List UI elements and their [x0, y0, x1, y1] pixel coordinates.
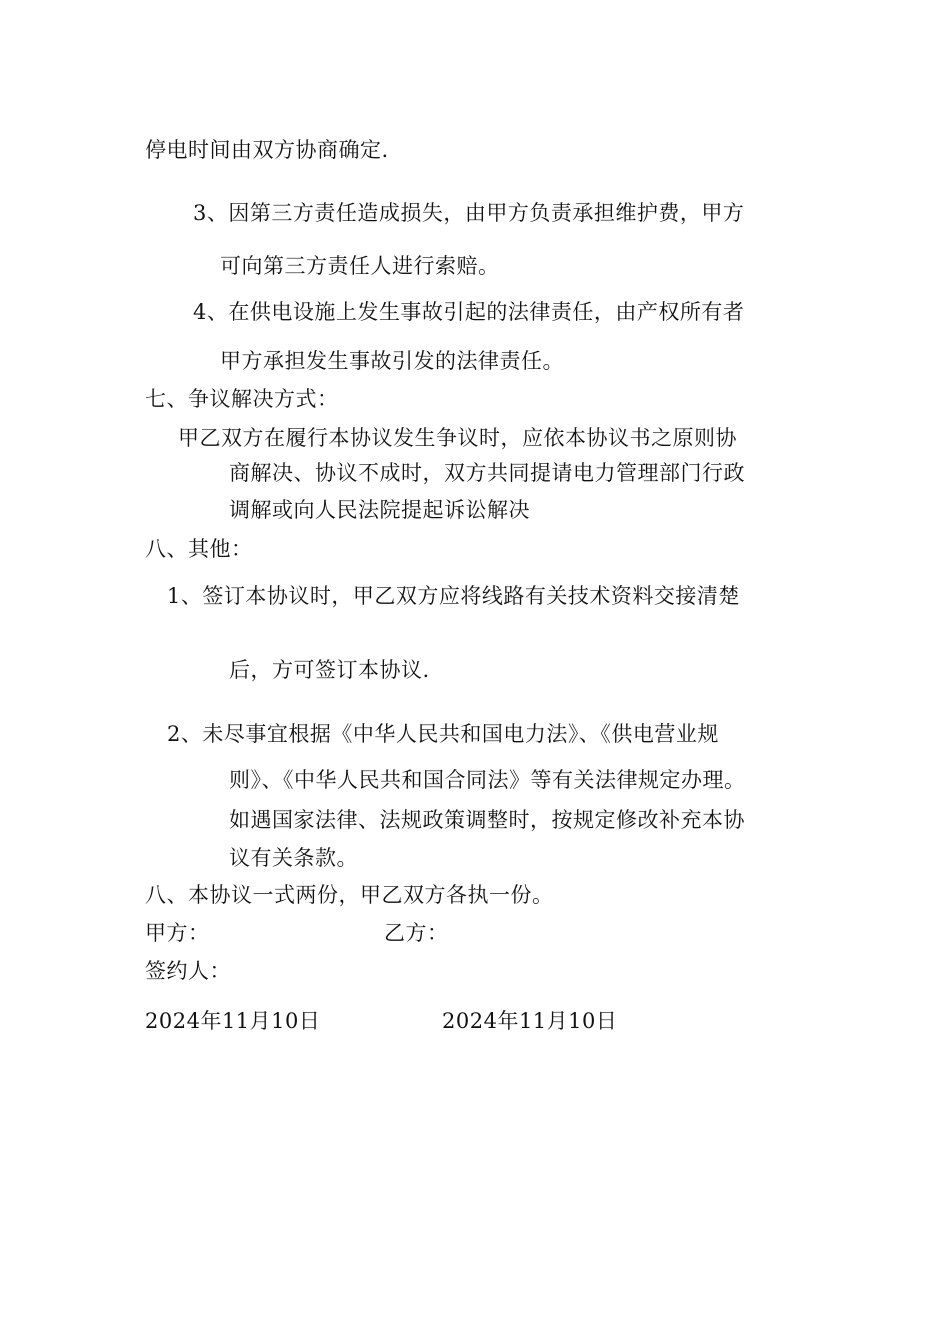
section-heading: 八、其他：	[145, 537, 253, 561]
clause-line: 甲方承担发生事故引发的法律责任。	[220, 349, 564, 373]
clause-line: 甲乙双方在履行本协议发生争议时，应依本协议书之原则协	[178, 426, 737, 450]
section-heading: 七、争议解决方式：	[145, 387, 339, 411]
clause-line: 后，方可签订本协议.	[229, 658, 430, 682]
clause-line: 停电时间由双方协商确定.	[145, 138, 389, 162]
clause-line: 可向第三方责任人进行索赔。	[220, 254, 500, 278]
party-labels-row	[145, 919, 210, 947]
date-party-b: 2024年11月10日	[442, 1009, 618, 1033]
clause-line: 调解或向人民法院提起诉讼解决	[229, 498, 530, 522]
party-b-label: 乙方：	[384, 921, 449, 945]
section-heading: 八、本协议一式两份，甲乙双方各执一份。	[145, 883, 554, 907]
party-a-label: 甲方：	[145, 921, 210, 945]
clause-line: 则》、《中华人民共和国合同法》等有关法律规定办理。	[229, 768, 746, 792]
clause-line: 1、签订本协议时，甲乙双方应将线路有关技术资料交接清楚	[167, 584, 740, 608]
clause-line: 4、在供电设施上发生事故引起的法律责任，由产权所有者	[193, 300, 745, 324]
clause-line: 2、未尽事宜根据《中华人民共和国电力法》、《供电营业规	[167, 722, 719, 746]
clause-line: 议有关条款。	[229, 846, 358, 870]
clause-line: 如遇国家法律、法规政策调整时，按规定修改补充本协	[229, 808, 745, 832]
clause-line: 商解决、协议不成时，双方共同提请电力管理部门行政	[229, 461, 745, 485]
date-party-a: 2024年11月10日	[145, 1009, 321, 1033]
signer-label: 签约人：	[145, 959, 231, 983]
clause-line: 3、因第三方责任造成损失，由甲方负责承担维护费，甲方	[193, 201, 745, 225]
